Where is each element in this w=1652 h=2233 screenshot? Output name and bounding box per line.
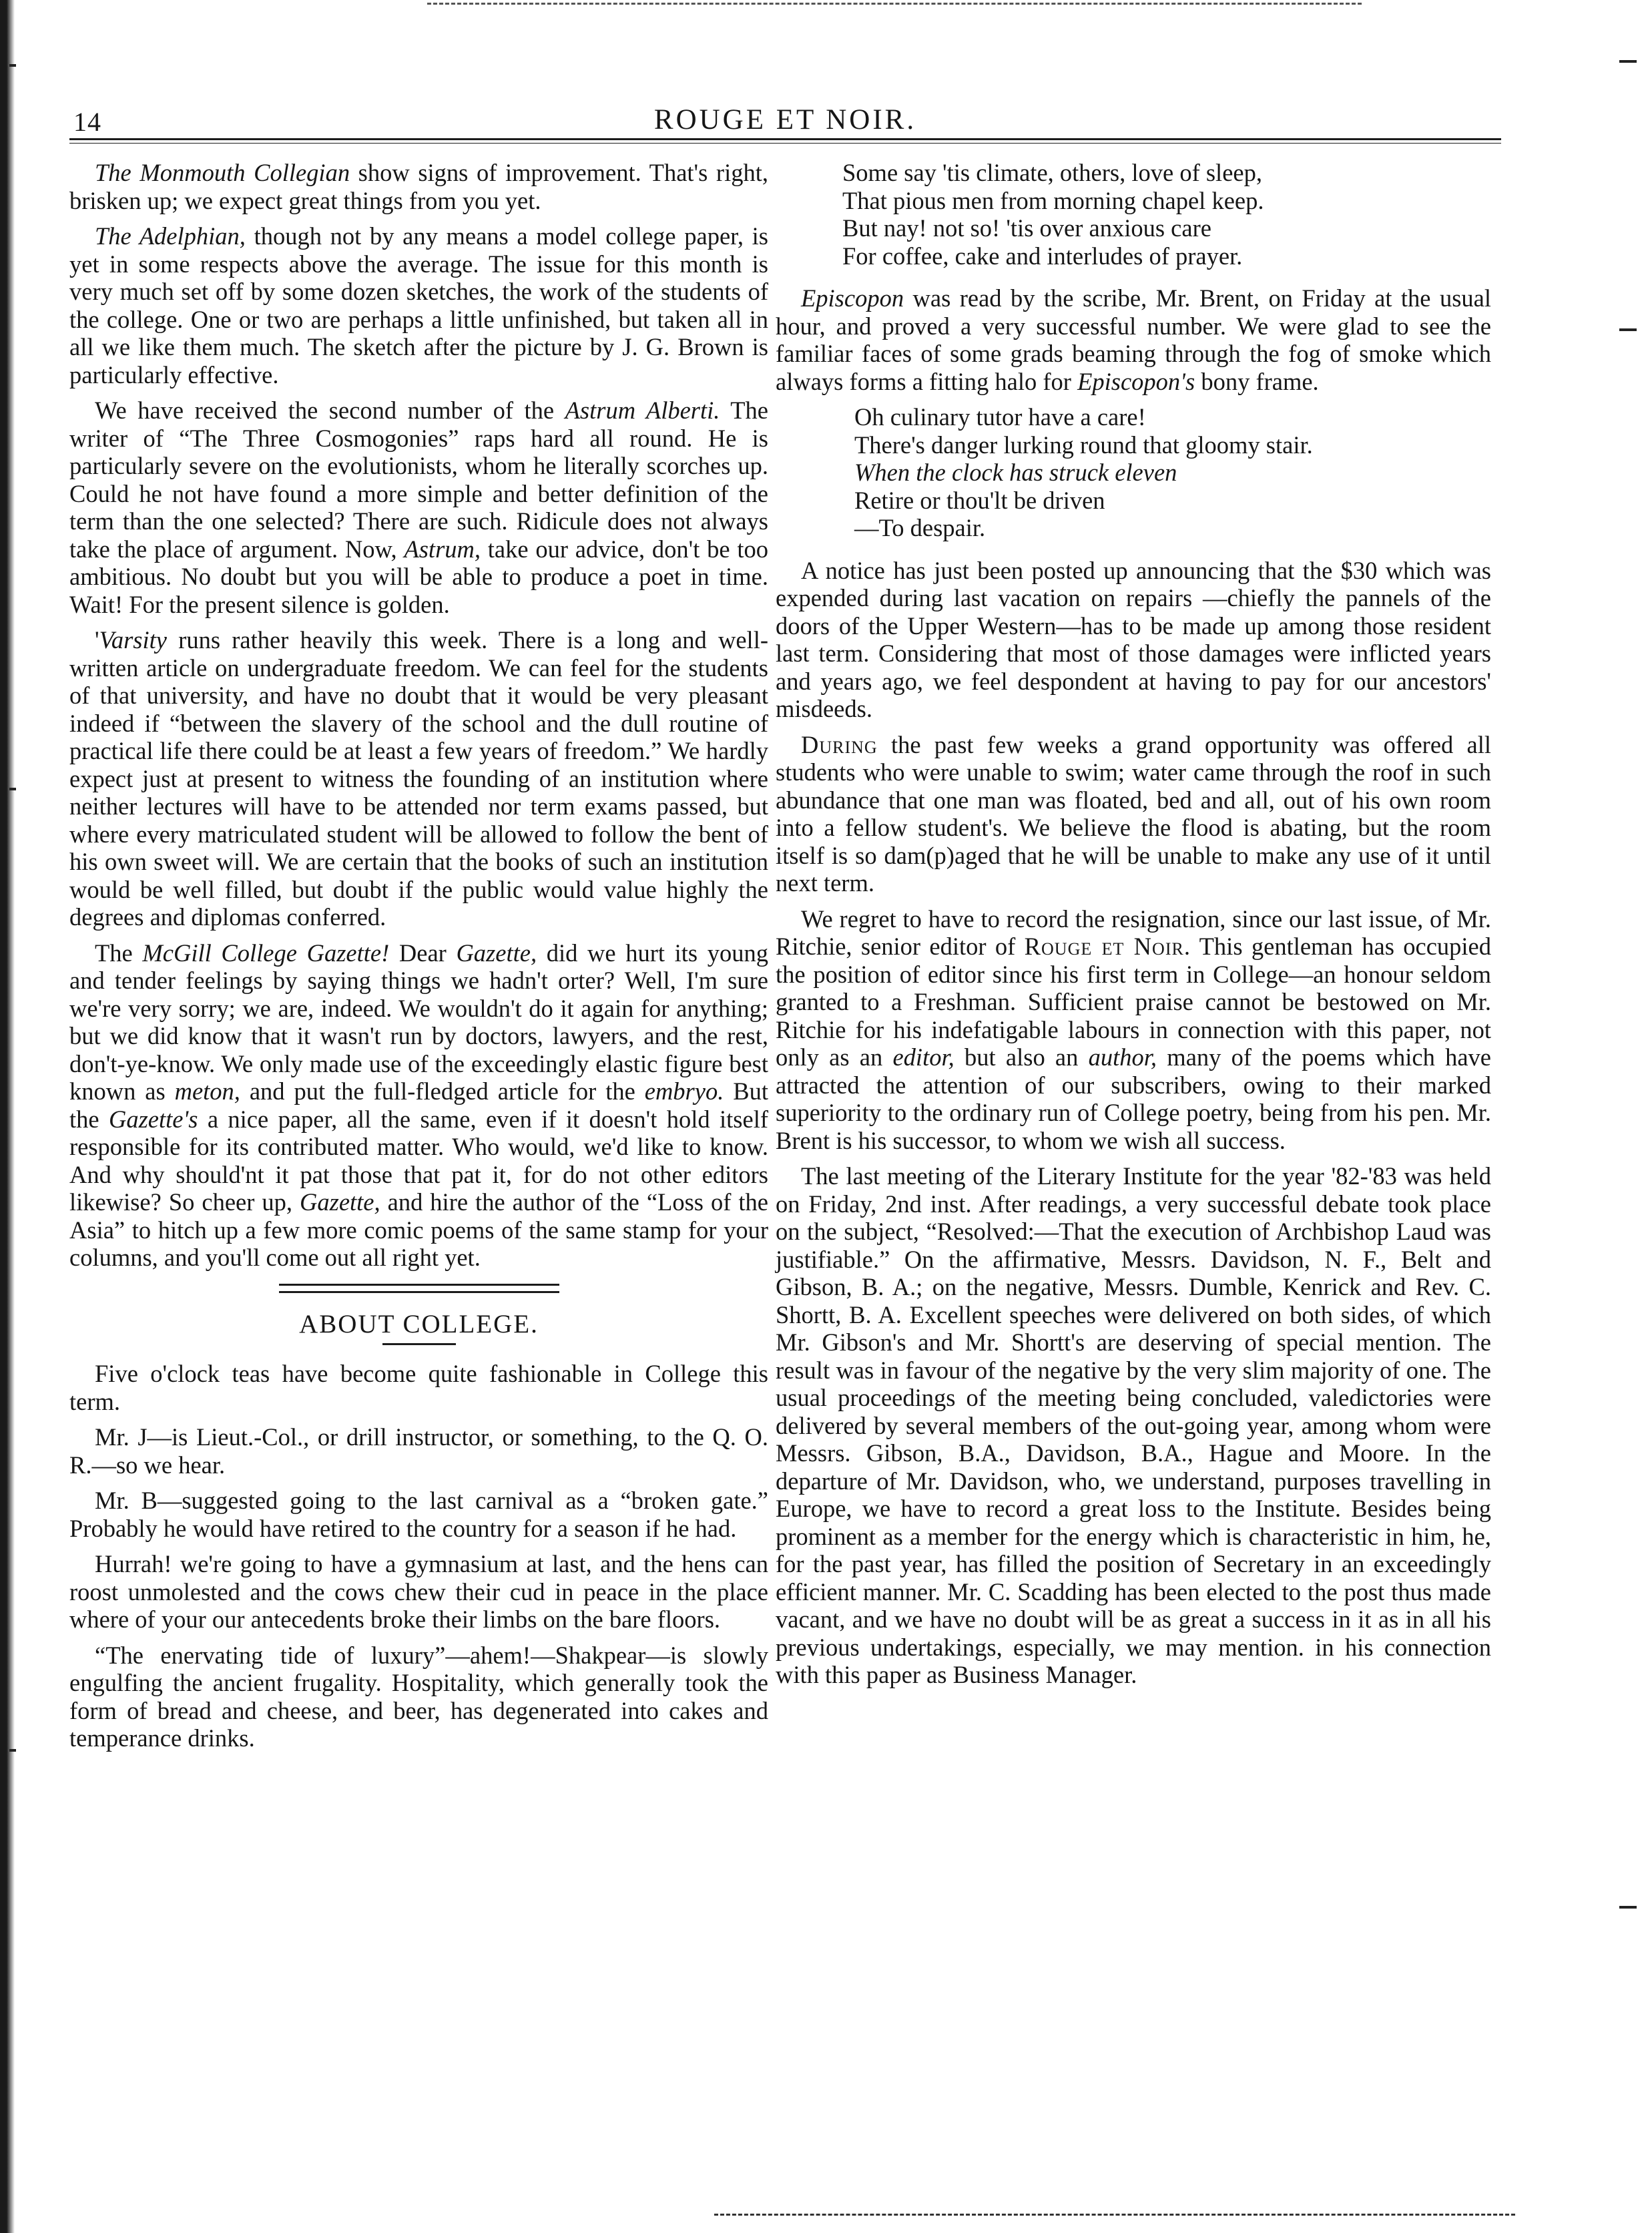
left-column bbox=[69, 159, 768, 1752]
paper-title: Gazette's bbox=[108, 1105, 198, 1133]
paper-title: Gazette, bbox=[300, 1188, 380, 1216]
paragraph-text: and hire the author of the “Loss of the Asia” to hitch up a few more comic poems of the same stamp for your columns, and you'll come out all right yet. bbox=[69, 1188, 768, 1271]
paper-title: The Adelphian, bbox=[95, 222, 246, 250]
paragraph-text: did we hurt its young and tender feelings by saying things we hadn't orter? Well, I'm sure we're very sorry; we are, indeed. We wouldn't do it again for anything; but we did know that it wasn't run by doctors, lawyers, and the rest, don't-ye-know. We only made use of the exceedingly elastic figure best known as bbox=[69, 939, 769, 1105]
scan-mark bbox=[9, 788, 16, 790]
paper-title: Rouge et Noir. bbox=[1024, 933, 1191, 960]
paragraph-text: We regret to have to record the resignation, since our last issue, of Mr. Ritchie, senior editor of bbox=[776, 905, 1491, 960]
verse-culinary-tutor bbox=[776, 403, 1491, 542]
verse-line: —To despair. bbox=[854, 514, 986, 541]
running-title: ROUGE ET NOIR. bbox=[653, 104, 917, 136]
page-header bbox=[69, 103, 1501, 137]
paragraph-text: We have received the second number of the bbox=[95, 397, 565, 424]
scan-top-artifact bbox=[427, 3, 1362, 5]
paragraph-text: the past few weeks a grand opportunity was offered all students who were unable to swim; water came through the roof in such abundance that one man was floated, bed and all, out of his own room into a fellow student's. We believe the flood is abating, but the room itself is so dam(p)aged that he will be unable to make any use of it until next term. bbox=[776, 730, 1491, 897]
scan-mark bbox=[1619, 1906, 1637, 1909]
item-broken-gate: Mr. B—suggested going to the last carnival as a “broken gate.” Probably he would have retired to the country for a season if he had. bbox=[69, 1487, 768, 1542]
paragraph-text: runs rather heavily this week. There is a long and well-written article on undergraduate freedom. We can feel for the students of that university, and have no doubt that it would be very pleasant indeed if “between the slavery of the school and the dull routine of practical life there could be at least a few years of freedom.” We hardly expect just at present to witness the founding of an institution where neither lectures will have to be attended nor term exams passed, but where every matriculated student will be allowed to follow the bent of his own sweet will. We are certain that the books of such an institution would be well filled, but doubt if the public would value highly the degrees and diplomas conferred. bbox=[69, 626, 768, 931]
footer-rule bbox=[714, 2214, 1515, 2216]
paragraph-mcgill-gazette bbox=[69, 939, 768, 1272]
scan-mark bbox=[1619, 328, 1637, 331]
paragraph-episcopon bbox=[776, 284, 1491, 395]
paper-title: Astrum, bbox=[404, 535, 481, 563]
paper-title: Episcopon's bbox=[1077, 367, 1195, 395]
right-column bbox=[776, 159, 1491, 1689]
verse-chapel bbox=[776, 159, 1491, 270]
verse-line: That pious men from morning chapel keep. bbox=[842, 186, 1264, 214]
lead-word: During bbox=[801, 730, 878, 758]
scan-edge-shadow bbox=[0, 0, 25, 2233]
paragraph-text: Dear bbox=[389, 939, 457, 967]
paragraph-flood bbox=[776, 731, 1491, 897]
paragraph-text: take our advice, don't be too ambitious. No doubt but you will be able to produce a poet in time. Wait! For the present silence is golden. bbox=[69, 535, 768, 618]
paper-title: McGill College Gazette! bbox=[142, 939, 390, 967]
section-divider bbox=[279, 1284, 559, 1293]
item-five-oclock-teas: Five o'clock teas have become quite fashionable in College this term. bbox=[69, 1360, 768, 1415]
scan-mark bbox=[1619, 60, 1637, 63]
emphasis: meton, bbox=[174, 1077, 240, 1105]
paragraph-text: ' bbox=[95, 626, 99, 654]
paragraph-text: The writer of “The Three Cosmogonies” raps hard all round. He is particularly severe on the evolutionists, whom he literally scorches up. Could he not have found a more simple and better definition of the term than the one selected? There are such. Ridicule does not always take the place of argument. Now, bbox=[69, 397, 769, 563]
item-luxury: “The enervating tide of luxury”—ahem!—Shakpear—is slowly engulfing the ancient frugality. Hospitality, which generally took the form of bread and cheese, and beer, has degenerated into cakes and temperance drinks. bbox=[69, 1641, 768, 1752]
paragraph-text: bony frame. bbox=[1195, 367, 1319, 395]
header-rule bbox=[69, 138, 1501, 144]
emphasis: embryo. bbox=[644, 1077, 724, 1105]
paragraph-varsity bbox=[69, 626, 768, 931]
verse-line: Retire or thou'lt be driven bbox=[854, 486, 1105, 514]
paper-title: Gazette, bbox=[456, 939, 537, 967]
verse-line: When the clock has struck eleven bbox=[854, 459, 1177, 486]
paragraph-text: This gentleman has occupied the position of editor since his first term in College—an honour seldom granted to a Freshman. Sufficient praise cannot be bestowed on Mr. Ritchie for his indefatigable labours in connection with this paper, not only as an bbox=[776, 933, 1491, 1071]
paragraph-text: The bbox=[95, 939, 143, 967]
page-number: 14 bbox=[73, 107, 101, 137]
heading-rule bbox=[382, 1343, 456, 1345]
paragraph-text: a nice paper, all the same, even if it doesn't hold itself responsible for its contributed matter. Who would, we'd like to know. And why should'nt it pat those that pat it, for do not other editors likewise? So cheer up, bbox=[69, 1105, 768, 1216]
paragraph-text: though not by any means a model college paper, is yet in some respects above the average. The issue for this month is very much set off by some dozen sketches, the work of the students of the college. One or two are perhaps a little unfinished, but taken all in all we like them much. The sketch after the picture by J. G. Brown is particularly effective. bbox=[69, 222, 768, 389]
item-drill-instructor: Mr. J—is Lieut.-Col., or drill instructor, or something, to the Q. O. R.—so we hear. bbox=[69, 1423, 768, 1479]
paragraph-monmouth-collegian bbox=[69, 159, 768, 214]
verse-line: But nay! not so! 'tis over anxious care bbox=[842, 214, 1211, 242]
scan-mark bbox=[9, 1749, 16, 1752]
paper-title: Episcopon bbox=[801, 284, 904, 312]
paragraph-text: and put the full-fledged article for the bbox=[240, 1077, 645, 1105]
verse-line: For coffee, cake and interludes of prayer. bbox=[842, 242, 1243, 270]
verse-line: Some say 'tis climate, others, love of sleep, bbox=[842, 159, 1262, 186]
emphasis: editor, bbox=[892, 1043, 954, 1071]
paragraph-astrum-alberti bbox=[69, 397, 768, 618]
emphasis: author, bbox=[1088, 1043, 1157, 1071]
paragraph-text: was read by the scribe, Mr. Brent, on Friday at the usual hour, and proved a very successful number. We were glad to see the familiar faces of some grads beaming through the fog of smoke which always forms a fitting halo for bbox=[776, 284, 1491, 395]
paragraph-text: many of the poems which have attracted the attention of our subscribers, owing to their marked superiority to the ordinary run of College poetry, being from his pen. Mr. Brent is his successor, to whom we wish all success. bbox=[776, 1043, 1492, 1154]
scan-mark bbox=[9, 64, 16, 67]
paragraph-ritchie-resignation bbox=[776, 905, 1491, 1155]
paper-title: The Monmouth Collegian bbox=[95, 159, 350, 186]
section-heading-about-college: ABOUT COLLEGE. bbox=[299, 1309, 539, 1338]
paragraph-adelphian bbox=[69, 222, 768, 389]
paragraph-literary-institute: The last meeting of the Literary Institute for the year '82-'83 was held on Friday, 2nd inst. After readings, a very successful debate took place on the subject, “Resolved:—That the execution of Archbishop Laud was justifiable.” On the affirmative, Messrs. Davidson, N. F., Belt and Gibson, B. A.; on the negative, Messrs. Dumble, Kenrick and Rev. C. Shortt, B. A. Excellent speeches were delivered on both sides, of which Mr. Gibson's and Mr. Shortt's are deserving of special mention. The result was in favour of the negative by the very slim majority of one. The usual proceedings of the meeting being concluded, valedictories were delivered by several members of the out-going year, among whom were Messrs. Gibson, B.A., Davidson, B.A., Hague and Moore. In the departure of Mr. Davidson, who, we understand, purposes travelling in Europe, we have to record a great loss to the Institute. Besides being prominent as a member for the energy which is characteristic in him, he, for the past year, has filled the position of Secretary in an exceedingly efficient manner. Mr. C. Scadding has been elected to the post thus made vacant, and we have no doubt will be as great a success in it as in all his previous undertakings, especially, we may mention. in his connection with this paper as Business Manager. bbox=[776, 1162, 1491, 1688]
paper-title: Varsity bbox=[99, 626, 167, 654]
paragraph-text: But the bbox=[69, 1077, 768, 1133]
paragraph-text: show signs of improvement. That's right, brisken up; we expect great things from you yet. bbox=[69, 159, 768, 214]
verse-line: There's danger lurking round that gloomy stair. bbox=[854, 431, 1313, 459]
item-gymnasium: Hurrah! we're going to have a gymnasium at last, and the hens can roost unmolested and the cows chew their cud in peace in the place where of your our antecedents broke their limbs on the bare floors. bbox=[69, 1550, 768, 1633]
paper-title: Astrum Alberti. bbox=[565, 397, 720, 424]
verse-line: Oh culinary tutor have a care! bbox=[854, 403, 1146, 431]
paragraph-repairs-notice: A notice has just been posted up announcing that the $30 which was expended during last vacation on repairs —chiefly the pannels of the doors of the Upper Western—has to be made up among those resident last term. Considering that most of those damages were inflicted years and years ago, we feel despondent at having to pay for our ancestors' misdeeds. bbox=[776, 556, 1491, 722]
paragraph-text: but also an bbox=[954, 1043, 1089, 1071]
